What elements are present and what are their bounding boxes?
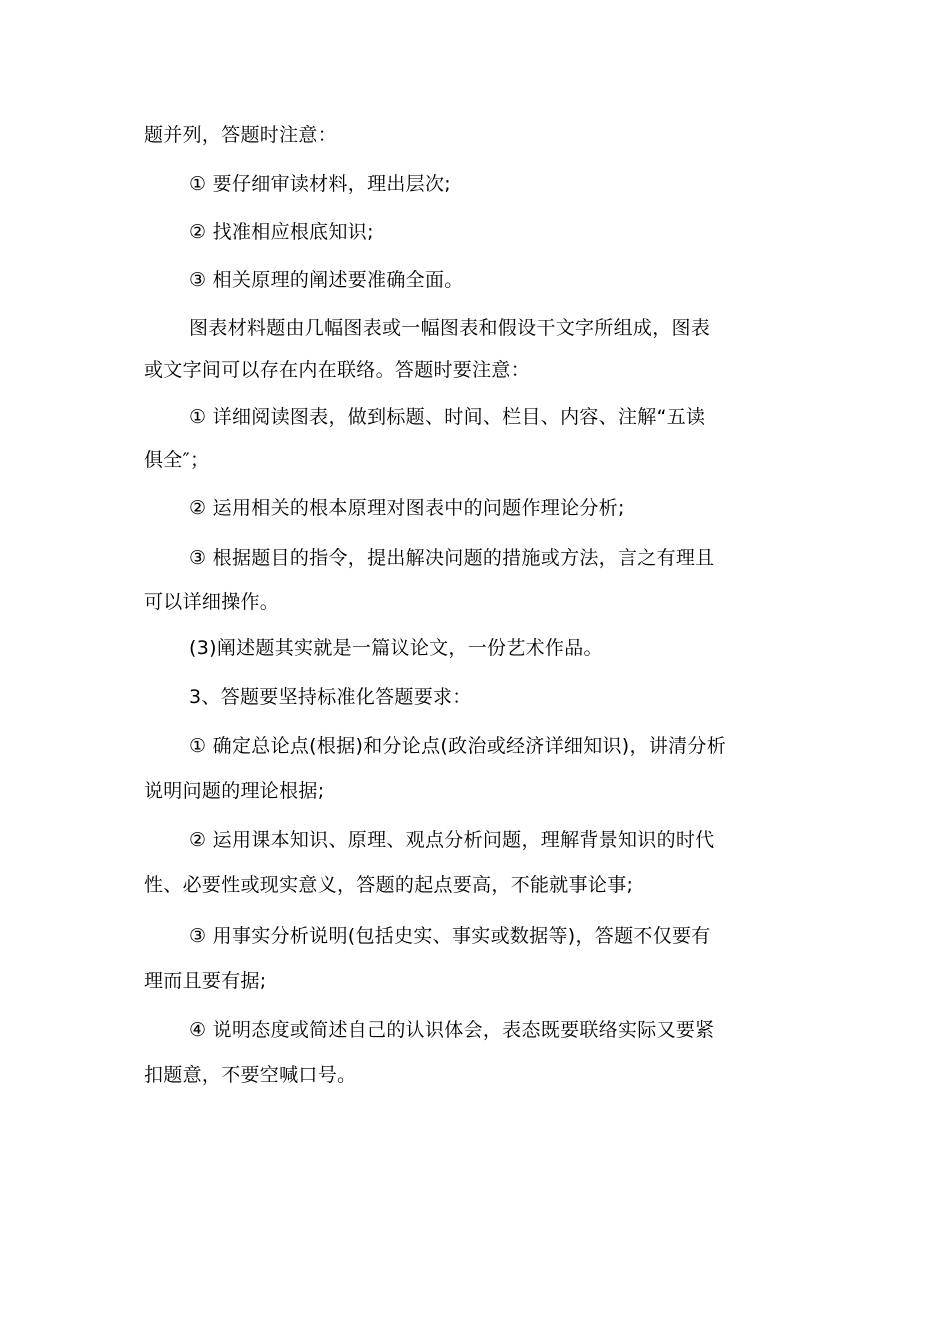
text-line: ④ 说明态度或简述自己的认识体会，表态既要联络实际又要紧 xyxy=(189,1019,715,1041)
text-line: 性、必要性或现实意义，答题的起点要高，不能就事论事; xyxy=(144,874,634,896)
text-line: (3)阐述题其实就是一篇议论文，一份艺术作品。 xyxy=(189,637,603,659)
text-line: 俱全″； xyxy=(144,449,210,471)
text-line: 可以详细操作。 xyxy=(144,591,280,613)
text-line: 题并列，答题时注意： xyxy=(144,124,338,146)
text-line: ③ 根据题目的指令，提出解决问题的措施或方法，言之有理且 xyxy=(189,547,715,569)
text-line: ② 找准相应根底知识; xyxy=(189,221,374,243)
text-line: ① 确定总论点(根据)和分论点(政治或经济详细知识)，讲清分析 xyxy=(189,735,727,757)
text-line: 扣题意，不要空喊口号。 xyxy=(144,1064,357,1086)
text-line: ③ 用事实分析说明(包括史实、事实或数据等)，答题不仅要有 xyxy=(189,925,711,947)
text-line: 图表材料题由几幅图表或一幅图表和假设干文字所组成，图表 xyxy=(189,317,711,339)
text-line: ② 运用课本知识、原理、观点分析问题，理解背景知识的时代 xyxy=(189,829,715,851)
text-line: 3、答题要坚持标准化答题要求： xyxy=(189,686,472,708)
text-line: ② 运用相关的根本原理对图表中的问题作理论分析; xyxy=(189,497,625,519)
text-line: 理而且要有据; xyxy=(144,970,267,992)
text-line: ① 要仔细审读材料，理出层次; xyxy=(189,173,451,195)
text-line: ① 详细阅读图表，做到标题、时间、栏目、内容、注解“五读 xyxy=(189,406,706,428)
text-line: ③ 相关原理的阐述要准确全面。 xyxy=(189,269,464,291)
text-line: 或文字间可以存在内在联络。答题时要注意： xyxy=(144,359,531,381)
text-line: 说明问题的理论根据; xyxy=(144,780,325,802)
